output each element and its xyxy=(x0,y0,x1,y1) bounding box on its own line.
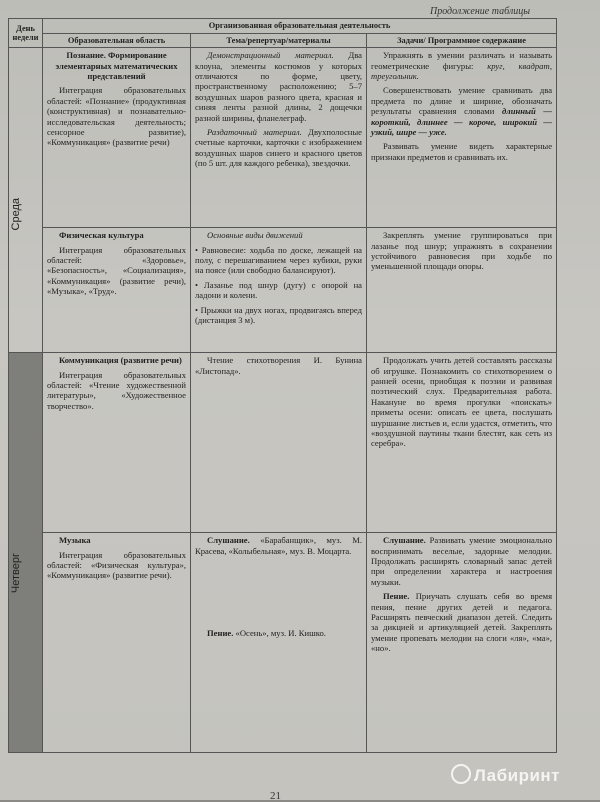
demo-material-text: Два клоуна, элементы костюмов у которых отличаются по форме, цвету, пространственному расположению; 5–7 воздушных шаров разного цвета, красная и синяя ленты разной длины, 2 дощечки разной ширины, фланелеграф. xyxy=(195,50,362,123)
listening-task-label: Слушание. xyxy=(383,535,426,546)
movement-item: • Прыжки на двух ногах, продвигаясь вперед (дистанция 3 м). xyxy=(195,304,362,326)
theme-cell: Чтение стихотворения И. Бунина «Листопад». xyxy=(191,353,367,533)
table-row xyxy=(9,533,557,753)
table-header-row xyxy=(9,33,557,48)
page-number: 21 xyxy=(270,790,281,802)
demo-material-label: Демонстрационный материал. xyxy=(207,50,334,61)
day-cell-wednesday xyxy=(9,48,43,353)
task-text-italic: длинный — короткий, длиннее — короче, широкий — узкий, шире — уже. xyxy=(371,106,553,138)
singing-task-label: Пение. xyxy=(383,591,410,602)
day-cell-thursday xyxy=(9,353,43,753)
area-integration: Интеграция образовательных областей: «Здоровье», «Безопасность», «Социализация», «Коммуникация» (развитие речи), «Музыка», «Труд». xyxy=(47,244,186,297)
listening-task-text: Развивать умение эмоционально воспринимать веселые, задорные мелодии. Продолжать расширять словарный запас детей при определении характера и настроения музыки. xyxy=(371,535,553,587)
area-title: Познание. Формирование элементарных математических представлений xyxy=(55,50,178,81)
handout-material-label: Раздаточный материал. xyxy=(207,127,302,138)
header-area: Образовательная область xyxy=(43,33,191,48)
header-tasks: Задачи/ Программное содержание xyxy=(367,33,557,48)
table-row xyxy=(9,48,557,228)
movement-item: • Лазанье под шнур (дугу) с опорой на ладони и колени. xyxy=(195,279,362,301)
tasks-cell xyxy=(367,533,557,753)
listening-text: «Барабанщик», муз. М. Красева, «Колыбельная», муз. В. Моцарта. xyxy=(195,535,362,556)
tasks-cell: Продолжать учить детей составлять рассказы об игрушке. Познакомить со стихотворением о ранней осени, приобщая к поэзии и развивая поэтический слух. Предварительная работа. Накануне во время прогулки «поискать» приметы осени: описать ее цвета, послушать шуршание листьев и, если удастся, отметить, что «воздушной паутины ткани блестят, как сеть из серебра». xyxy=(367,353,557,533)
area-integration: Интеграция образовательных областей: «Чтение художественной литературы», «Художественное творчество». xyxy=(47,369,186,411)
lesson-table xyxy=(8,18,557,753)
movement-item: • Равновесие: ходьба по доске, лежащей на полу, с перешагиванием через кубики, руки на поясе (или свободно балансируют). xyxy=(195,244,362,276)
task-text: Упражнять в умении различать и называть геометрические фигуры: xyxy=(371,50,553,71)
area-cell xyxy=(43,533,191,753)
tasks-cell xyxy=(367,48,557,228)
day-label-wednesday: Среда xyxy=(10,198,22,231)
area-title: Коммуникация (развитие речи) xyxy=(59,355,182,366)
area-integration: Интеграция образовательных областей: «Познание» (продуктивная (конструктивная) и познавательно-исследовательская деятельность; сенсорное развитие), «Коммуникация» (развитие речи) xyxy=(47,85,186,148)
theme-cell xyxy=(191,533,367,753)
day-label-thursday: Четверг xyxy=(10,553,22,594)
singing-label: Пение. xyxy=(207,628,234,638)
movements-label: Основные виды движений xyxy=(207,230,303,241)
watermark xyxy=(451,764,560,786)
header-day: День недели xyxy=(9,19,43,48)
listening-label: Слушание. xyxy=(207,535,250,546)
handout-material-text: Двухполосные счетные карточки, карточки с изображением воздушных шаров синего и красного цветов (по 5 шт. для каждого ребенка), звездочки. xyxy=(195,127,362,169)
header-theme: Тема/репертуар/материалы xyxy=(191,33,367,48)
task-text: Развивать умение видеть характерные признаки предметов и сравнивать их. xyxy=(371,141,553,162)
area-cell xyxy=(43,48,191,228)
area-title: Физическая культура xyxy=(59,230,144,241)
table-header-group-row xyxy=(9,19,557,34)
area-cell xyxy=(43,228,191,353)
table-row xyxy=(9,353,557,533)
singing-text: «Осень», муз. И. Кишко. xyxy=(233,628,326,638)
tasks-cell: Закреплять умение группироваться при лазанье под шнур; упражнять в сохранении устойчивого равновесия при ходьбе по уменьшенной площади опоры. xyxy=(367,228,557,353)
singing-task-text: Приучать слушать себя во время пения, пение других детей и педагога. Расширять певческий диапазон детей. Следить за дикцией и артикуляцией детей. Закреплять умение пропевать мелодии на слоги «ля», «ма», «но». xyxy=(371,591,553,654)
table-row xyxy=(9,228,557,353)
labyrinth-logo-icon xyxy=(451,764,471,784)
area-cell xyxy=(43,353,191,533)
continuation-note: Продолжение таблицы xyxy=(429,6,530,17)
task-text-italic: круг, квадрат, треугольник. xyxy=(371,60,553,81)
task-text: Совершенствовать умение сравнивать два предмета по длине и ширине, обозначать результаты сравнения словами xyxy=(371,85,553,117)
area-title: Музыка xyxy=(59,535,91,546)
header-group: Организованная образовательная деятельность xyxy=(43,19,557,34)
watermark-text: Лабиринт xyxy=(473,766,560,785)
area-integration: Интеграция образовательных областей: «Физическая культура», «Коммуникация» (развитие речи). xyxy=(47,549,186,581)
theme-cell xyxy=(191,228,367,353)
theme-cell xyxy=(191,48,367,228)
